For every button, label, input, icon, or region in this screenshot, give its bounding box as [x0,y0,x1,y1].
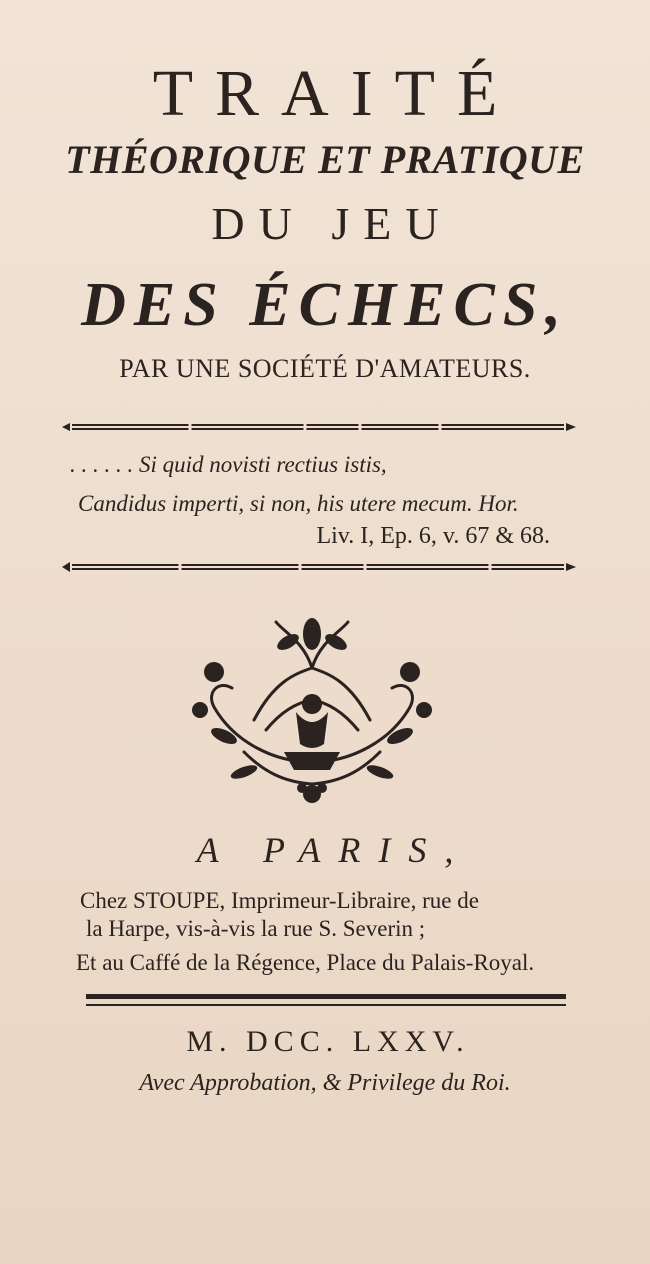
publisher-line-1: Chez STOUPE, Imprimeur-Libraire, rue de [80,888,479,913]
epigraph-line-1: . . . . . . Si quid novisti rectius istis, [70,452,387,477]
royal-privilege-line: Avec Approbation, & Privilege du Roi. [139,1070,511,1096]
imprint-city: A PARIS, [196,830,472,870]
ornamental-rule-middle [60,560,580,574]
ornamental-rule-bottom [86,992,566,1012]
ornamental-rule-top [60,420,580,434]
author-line: PAR UNE SOCIÉTÉ D'AMATEURS. [119,354,531,383]
title-traite: TRAITÉ [152,57,520,130]
publication-date: M. DCC. LXXV. [186,1025,470,1058]
title-des-echecs: DES ÉCHECS, [81,271,569,339]
publisher-line-3: Et au Caffé de la Régence, Place du Palais-Royal. [76,950,535,975]
publisher-line-2: la Harpe, vis-à-vis la rue S. Severin ; [86,916,426,941]
floral-vignette-ornament [184,612,440,808]
epigraph-citation: Liv. I, Ep. 6, v. 67 & 68. [316,523,550,549]
title-theorique-et-pratique: THÉORIQUE ET PRATIQUE [65,137,585,182]
title-du-jeu: DU JEU [211,198,453,249]
epigraph-line-2: Candidus imperti, si non, his utere mecum. Hor. [78,491,519,516]
